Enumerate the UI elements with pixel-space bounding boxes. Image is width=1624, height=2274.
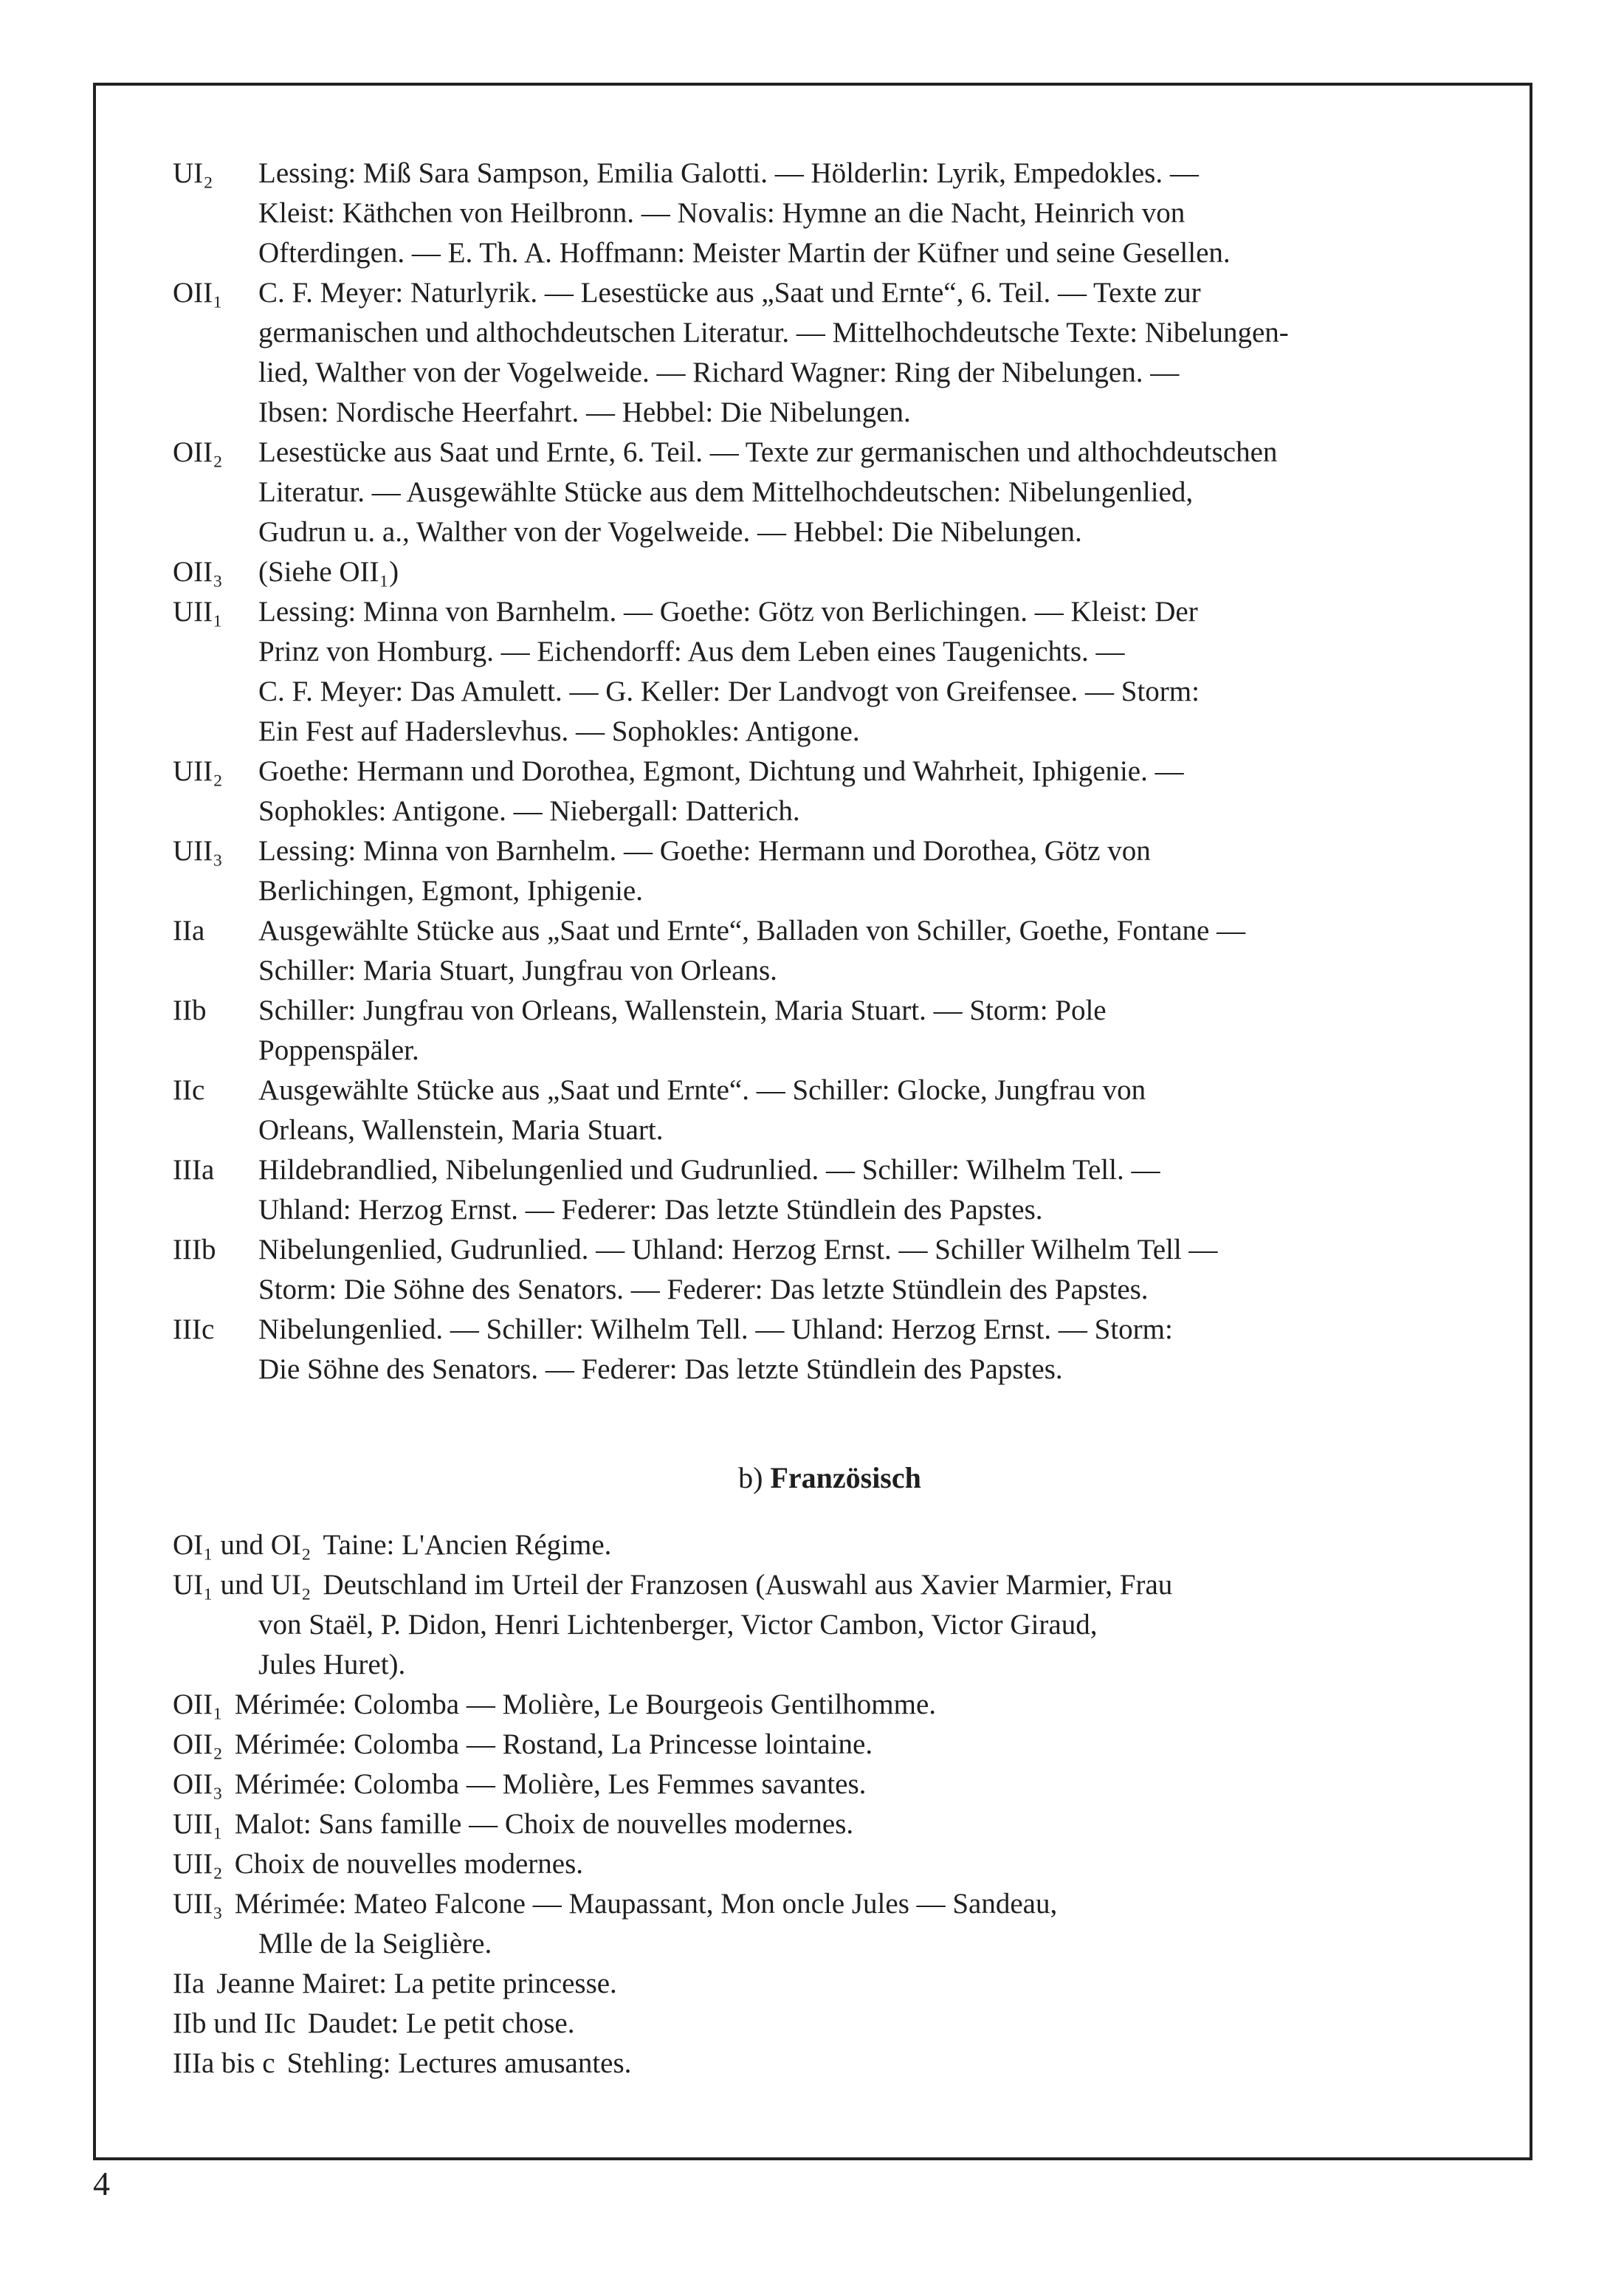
- class-label: IIc: [173, 1074, 205, 1106]
- french-entry: [173, 2044, 1487, 2084]
- section-gap: [173, 1390, 1487, 1457]
- class-label: UII₃: [173, 1888, 223, 1920]
- entry-line: (Siehe OII₁): [258, 556, 399, 588]
- entry-line: Ibsen: Nordische Heerfahrt. — Hebbel: Die Nibelungen.: [258, 396, 911, 428]
- entry-text: [258, 592, 1487, 752]
- class-label: IIIa: [173, 1154, 215, 1186]
- entry-line: Die Söhne des Senators. — Federer: Das letzte Stündlein des Papstes.: [258, 1353, 1063, 1385]
- french-section-heading: [173, 1457, 1487, 1499]
- class-label: IIb: [173, 995, 207, 1026]
- german-reading-list: [173, 154, 1487, 1390]
- class-label: IIa: [173, 1968, 205, 1999]
- entry-line: Lessing: Minna von Barnhelm. — Goethe: Götz von Berlichingen. — Kleist: Der: [258, 596, 1198, 628]
- entry-line: Ein Fest auf Haderslevhus. — Sophokles: Antigone.: [258, 715, 860, 747]
- entry-line: Mérimée: Mateo Falcone — Maupassant, Mon oncle Jules — Sandeau,: [234, 1888, 1058, 1920]
- entry-text: [258, 433, 1487, 552]
- german-entry: [173, 831, 1487, 911]
- german-entry: [173, 1230, 1487, 1310]
- entry-line: Jeanne Mairet: La petite princesse.: [216, 1968, 617, 1999]
- german-entry: [173, 433, 1487, 552]
- french-entry: [173, 1525, 1487, 1565]
- french-entry: [173, 1565, 1487, 1685]
- entry-text: [235, 1804, 1487, 1844]
- german-entry: [173, 592, 1487, 752]
- entry-text: [258, 154, 1487, 273]
- french-entry: [173, 1844, 1487, 1884]
- entry-text: [235, 1725, 1487, 1765]
- entry-line: Mlle de la Seiglière.: [258, 1928, 492, 1959]
- entry-line: Nibelungenlied, Gudrunlied. — Uhland: Herzog Ernst. — Schiller Wilhelm Tell —: [258, 1234, 1218, 1265]
- entry-text: [258, 1071, 1487, 1150]
- entry-line: Daudet: Le petit chose.: [307, 2007, 575, 2039]
- french-entry: [173, 1804, 1487, 1844]
- entry-text: [258, 1230, 1487, 1310]
- class-label: IIb und IIc: [173, 2007, 296, 2039]
- page-content: [173, 154, 1487, 2084]
- class-label: OII₂: [173, 436, 223, 468]
- entry-line: Nibelungenlied. — Schiller: Wilhelm Tell. — Uhland: Herzog Ernst. — Storm:: [258, 1313, 1173, 1345]
- page-number: 4: [93, 2165, 110, 2202]
- class-label: IIIb: [173, 1234, 216, 1265]
- german-entry: [173, 154, 1487, 273]
- french-entry: [173, 1765, 1487, 1804]
- entry-line: Storm: Die Söhne des Senators. — Federer: Das letzte Stündlein des Papstes.: [258, 1274, 1149, 1305]
- german-entry: [173, 752, 1487, 831]
- class-label: OII₂: [173, 1728, 223, 1760]
- entry-line: Ofterdingen. — E. Th. A. Hoffmann: Meister Martin der Küfner und seine Gesellen.: [258, 237, 1231, 269]
- french-entry: [173, 1884, 1487, 1964]
- entry-line: Hildebrandlied, Nibelungenlied und Gudrunlied. — Schiller: Wilhelm Tell. —: [258, 1154, 1160, 1186]
- entry-line: von Staël, P. Didon, Henri Lichtenberger, Victor Cambon, Victor Giraud,: [258, 1609, 1098, 1641]
- entry-line: Lessing: Miß Sara Sampson, Emilia Galotti. — Hölderlin: Lyrik, Empedokles. —: [258, 157, 1199, 189]
- entry-line: Taine: L'Ancien Régime.: [323, 1529, 612, 1561]
- entry-line: Goethe: Hermann und Dorothea, Egmont, Dichtung und Wahrheit, Iphigenie. —: [258, 755, 1184, 787]
- german-entry: [173, 1150, 1487, 1230]
- class-label: UII₂: [173, 1848, 223, 1880]
- entry-text: [308, 2004, 1487, 2044]
- entry-line: Schiller: Maria Stuart, Jungfrau von Orleans.: [258, 955, 777, 986]
- entry-line: Uhland: Herzog Ernst. — Federer: Das letzte Stündlein des Papstes.: [258, 1194, 1043, 1226]
- entry-line: Ausgewählte Stücke aus „Saat und Ernte“. — Schiller: Glocke, Jungfrau von: [258, 1074, 1146, 1106]
- entry-text: [258, 911, 1487, 991]
- french-entry: [173, 1725, 1487, 1765]
- class-label: UII₁: [173, 1808, 223, 1840]
- class-label: UI₂: [173, 157, 213, 189]
- entry-text: [258, 1565, 1487, 1685]
- german-entry: [173, 552, 1487, 592]
- entry-text: [287, 2044, 1487, 2084]
- french-entry: [173, 1685, 1487, 1725]
- class-label: OII₃: [173, 556, 223, 588]
- class-label: OII₁: [173, 1689, 223, 1720]
- entry-text: [258, 273, 1487, 433]
- class-label: OI₁ und OI₂: [173, 1529, 312, 1561]
- entry-text: [235, 1844, 1487, 1884]
- class-label: OII₃: [173, 1768, 223, 1800]
- entry-text: [258, 831, 1487, 911]
- french-entry: [173, 2004, 1487, 2044]
- entry-line: Mérimée: Colomba — Rostand, La Princesse lointaine.: [234, 1728, 873, 1760]
- entry-text: [258, 552, 1487, 592]
- entry-line: Orleans, Wallenstein, Maria Stuart.: [258, 1114, 664, 1146]
- class-label: UI₁ und UI₂: [173, 1569, 312, 1601]
- entry-line: Mérimée: Colomba — Molière, Le Bourgeois Gentilhomme.: [234, 1689, 937, 1720]
- entry-line: Lessing: Minna von Barnhelm. — Goethe: Hermann und Dorothea, Götz von: [258, 835, 1151, 867]
- entry-line: lied, Walther von der Vogelweide. — Richard Wagner: Ring der Nibelungen. —: [258, 357, 1180, 388]
- entry-line: Prinz von Homburg. — Eichendorff: Aus dem Leben eines Taugenichts. —: [258, 636, 1125, 667]
- german-entry: [173, 991, 1487, 1071]
- class-label: UII₂: [173, 755, 223, 787]
- entry-line: germanischen und althochdeutschen Literatur. — Mittelhochdeutsche Texte: Nibelungen-: [258, 317, 1289, 348]
- entry-line: Lesestücke aus Saat und Ernte, 6. Teil. — Texte zur germanischen und althochdeutschen: [258, 436, 1278, 468]
- german-entry: [173, 273, 1487, 433]
- french-heading-prefix: b): [738, 1461, 763, 1494]
- french-heading-title: Französisch: [770, 1461, 921, 1494]
- german-entry: [173, 1071, 1487, 1150]
- entry-text: [258, 1310, 1487, 1390]
- class-label: UII₁: [173, 596, 223, 628]
- french-entry: [173, 1964, 1487, 2004]
- entry-line: Sophokles: Antigone. — Niebergall: Datterich.: [258, 795, 800, 827]
- class-label: IIIa bis c: [173, 2047, 275, 2079]
- entry-line: Choix de nouvelles modernes.: [234, 1848, 583, 1880]
- entry-text: [258, 991, 1487, 1071]
- french-reading-list: [173, 1525, 1487, 2084]
- entry-line: Deutschland im Urteil der Franzosen (Auswahl aus Xavier Marmier, Frau: [323, 1569, 1173, 1601]
- entry-text: [216, 1964, 1487, 2004]
- entry-line: Ausgewählte Stücke aus „Saat und Ernte“, Balladen von Schiller, Goethe, Fontane —: [258, 915, 1246, 947]
- entry-text: [235, 1765, 1487, 1804]
- entry-line: Kleist: Käthchen von Heilbronn. — Novalis: Hymne an die Nacht, Heinrich von: [258, 197, 1186, 229]
- german-entry: [173, 1310, 1487, 1390]
- entry-line: Berlichingen, Egmont, Iphigenie.: [258, 875, 643, 907]
- entry-line: Poppenspäler.: [258, 1034, 419, 1066]
- entry-line: C. F. Meyer: Naturlyrik. — Lesestücke aus „Saat und Ernte“, 6. Teil. — Texte zur: [258, 277, 1201, 309]
- entry-line: Malot: Sans famille — Choix de nouvelles modernes.: [234, 1808, 854, 1840]
- class-label: IIIc: [173, 1313, 215, 1345]
- entry-text: [323, 1525, 1487, 1565]
- class-label: UII₃: [173, 835, 223, 867]
- entry-line: Gudrun u. a., Walther von der Vogelweide. — Hebbel: Die Nibelungen.: [258, 516, 1082, 548]
- entry-text: [235, 1685, 1487, 1725]
- class-label: OII₁: [173, 277, 223, 309]
- entry-line: Stehling: Lectures amusantes.: [286, 2047, 632, 2079]
- entry-line: Schiller: Jungfrau von Orleans, Wallenstein, Maria Stuart. — Storm: Pole: [258, 995, 1107, 1026]
- entry-text: [258, 1150, 1487, 1230]
- entry-line: Jules Huret).: [258, 1649, 406, 1680]
- entry-line: C. F. Meyer: Das Amulett. — G. Keller: Der Landvogt von Greifensee. — Storm:: [258, 676, 1200, 707]
- entry-text: [258, 752, 1487, 831]
- entry-line: Mérimée: Colomba — Molière, Les Femmes savantes.: [234, 1768, 867, 1800]
- entry-line: Literatur. — Ausgewählte Stücke aus dem Mittelhochdeutschen: Nibelungenlied,: [258, 476, 1194, 508]
- entry-text: [235, 1884, 1487, 1964]
- class-label: IIa: [173, 915, 205, 947]
- german-entry: [173, 911, 1487, 991]
